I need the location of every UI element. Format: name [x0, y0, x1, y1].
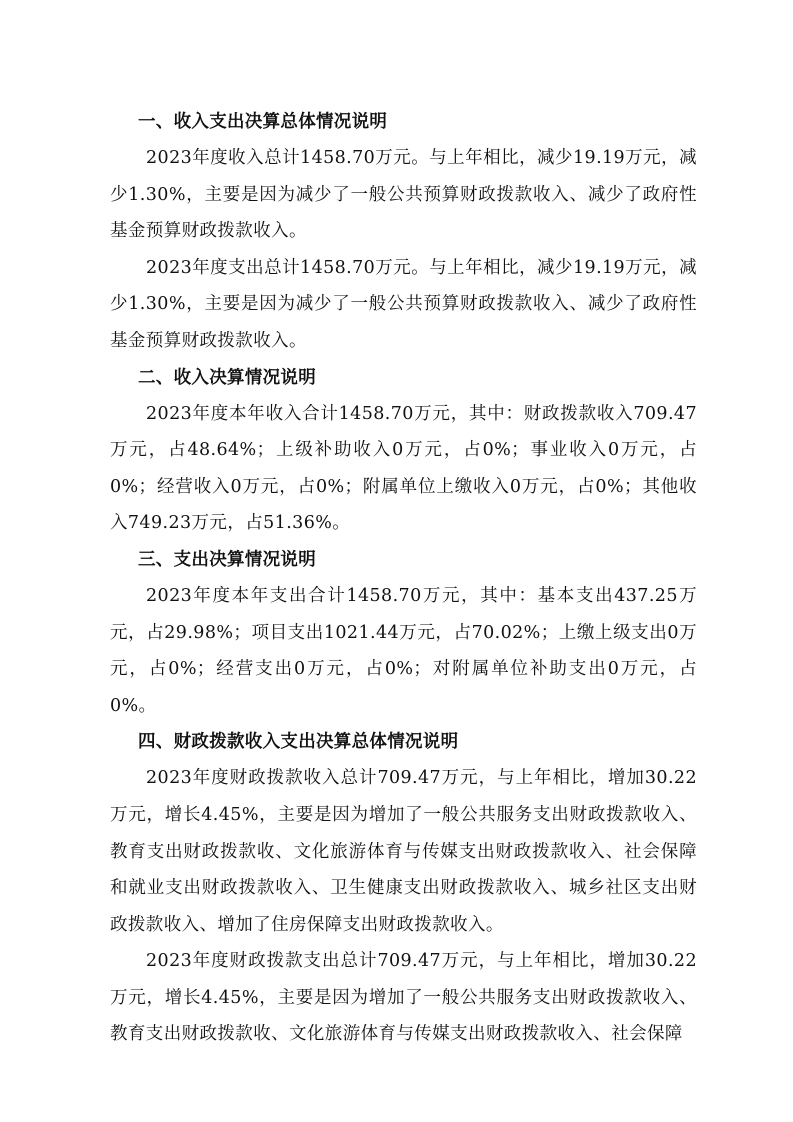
- paragraph-income-breakdown: 2023年度本年收入合计1458.70万元，其中：财政拨款收入709.47万元，占48.64%；上级补助收入0万元，占0%；事业收入0万元，占0%；经营收入0万元，占0%；附属单位上缴收入0万元，占0%；其他收入749.23万元，占51.36%。: [110, 403, 697, 534]
- paragraph-expenditure-total: 2023年度支出总计1458.70万元。与上年相比，减少19.19万元，减少1.30%，主要是因为减少了一般公共预算财政拨款收入、减少了政府性基金预算财政拨款收入。: [110, 257, 697, 351]
- paragraph-fiscal-expenditure: 2023年度财政拨款支出总计709.47万元，与上年相比，增加30.22万元，增长4.45%，主要是因为增加了一般公共服务支出财政拨款收入、教育支出财政拨款收、文化旅游体育与传媒支出财政拨款收入、社会保障: [110, 951, 697, 1045]
- section-heading-income-expenditure-overview: 一、收入支出决算总体情况说明: [138, 112, 388, 132]
- section-heading-expenditure-details: 三、支出决算情况说明: [138, 549, 316, 570]
- section-heading-income-details: 二、收入决算情况说明: [138, 367, 316, 388]
- paragraph-income-total: 2023年度收入总计1458.70万元。与上年相比，减少19.19万元，减少1.30%，主要是因为减少了一般公共预算财政拨款收入、减少了政府性基金预算财政拨款收入。: [110, 148, 697, 242]
- paragraph-fiscal-income: 2023年度财政拨款收入总计709.47万元，与上年相比，增加30.22万元，增长4.45%，主要是因为增加了一般公共服务支出财政拨款收入、教育支出财政拨款收、文化旅游体育与传媒支出财政拨款收入、社会保障和就业支出财政拨款收入、卫生健康支出财政拨款收入、城乡社区支出财政拨款收入、增加了住房保障支出财政拨款收入。: [110, 768, 697, 935]
- section-heading-fiscal-appropriation-overview: 四、财政拨款收入支出决算总体情况说明: [138, 732, 459, 753]
- paragraph-expenditure-breakdown: 2023年度本年支出合计1458.70万元，其中：基本支出437.25万元，占29.98%；项目支出1021.44万元，占70.02%；上缴上级支出0万元，占0%；经营支出0万元，占0%；对附属单位补助支出0万元，占0%。: [110, 585, 697, 716]
